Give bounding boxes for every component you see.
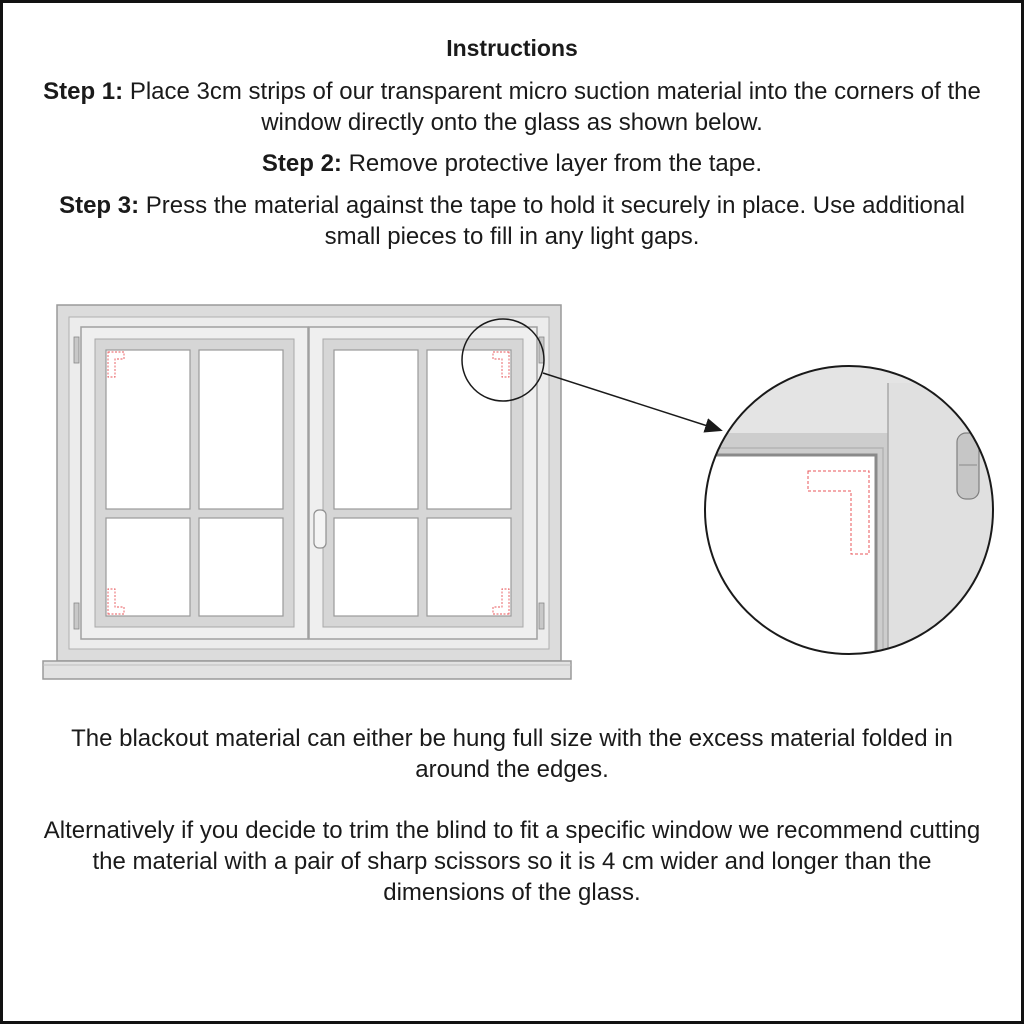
- window-illustration: [43, 305, 571, 679]
- pane-right-bottom-left: [334, 518, 418, 616]
- note-trim: Alternatively if you decide to trim the blind to fit a specific window we recommend cutting the material with a pair of sharp scissors so it is 4 cm wider and longer than the dimensions of the glass.: [43, 817, 981, 906]
- pane-right-top-left: [334, 350, 418, 509]
- hinge-left-bottom: [74, 603, 79, 629]
- hinge-left-top: [74, 337, 79, 363]
- pane-left-top-right: [199, 350, 283, 509]
- note-full-size: The blackout material can either be hung full size with the excess material folded in around the edges.: [71, 725, 953, 783]
- step-3-text: Press the material against the tape to hold it securely in place. Use additional small pieces to fill in any light gaps.: [145, 192, 965, 250]
- step-2-label: Step 2:: [261, 150, 342, 177]
- pane-left-bottom-right: [199, 518, 283, 616]
- step-3-label: Step 3:: [59, 192, 140, 219]
- pane-left-top-left: [106, 350, 190, 509]
- pane-right-bottom-right: [427, 518, 511, 616]
- page-title: Instructions: [446, 35, 578, 61]
- pane-left-bottom-left: [106, 518, 190, 616]
- hinge-right-bottom: [539, 603, 544, 629]
- window-sill: [43, 661, 571, 679]
- step-1-text: Place 3cm strips of our transparent micro suction material into the corners of the window directly onto the glass as shown below.: [129, 78, 981, 136]
- pane-right-top-right: [427, 350, 511, 509]
- step-1-label: Step 1:: [43, 78, 124, 105]
- callout-arrow: [543, 373, 720, 430]
- window-handle: [314, 510, 326, 548]
- step-2-text: Remove protective layer from the tape.: [348, 150, 763, 177]
- zoom-detail: [693, 363, 1013, 675]
